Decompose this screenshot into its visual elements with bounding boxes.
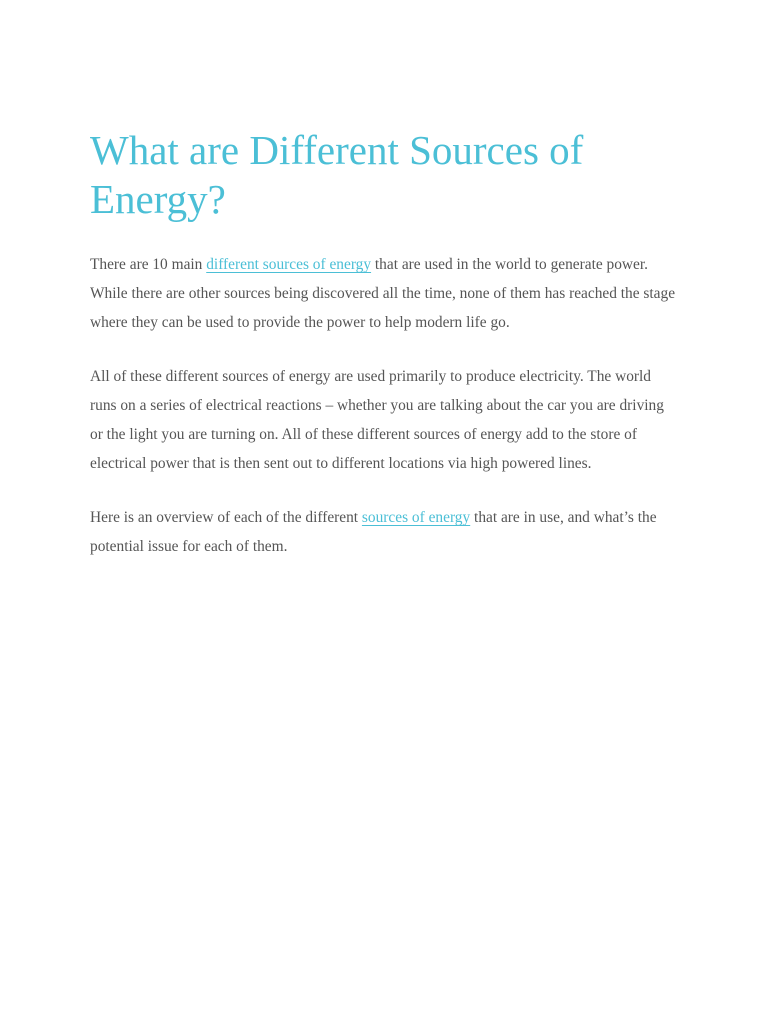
sources-of-energy-link[interactable]: sources of energy [361, 509, 471, 526]
article-title: What are Different Sources of Energy? [90, 127, 584, 222]
different-sources-of-energy-link[interactable]: different sources of energy [206, 256, 372, 273]
paragraph-intro-text-after: that are used in the world to generate power. While there are other sources being discovered all the time, none of them has reached the stage where they can be used to provide the power to help modern life go. [90, 256, 676, 331]
paragraph-electricity: All of these different sources of energy are used primarily to produce electricity. The world runs on a series of electrical reactions – whether you are talking about the car you are driving or the light you are turning on. All of these different sources of energy add to the store of electrical power that is then sent out to different locations via high powered lines. [90, 368, 664, 472]
paragraph-intro [90, 250, 680, 337]
paragraph-overview-text-before: Here is an overview of each of the different [90, 509, 362, 526]
paragraph-intro-text-before: There are 10 main [90, 256, 207, 273]
paragraph-overview-text-after: that are in use, and what’s the potential issue for each of them. [90, 509, 657, 555]
paragraph-overview [90, 503, 680, 561]
article [90, 126, 680, 561]
